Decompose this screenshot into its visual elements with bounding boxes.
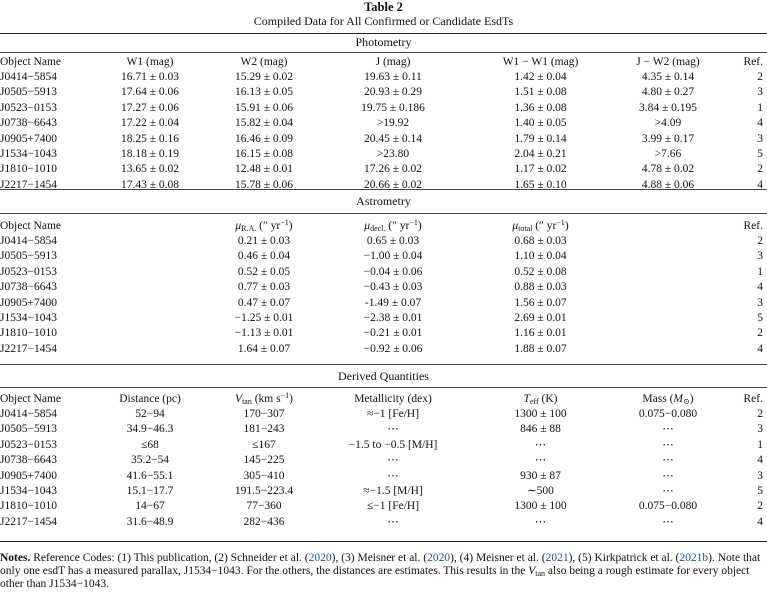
- col-object-name: Object Name: [0, 56, 61, 68]
- table-row: [0, 249, 767, 264]
- value-cell: [95, 234, 205, 249]
- value-cell: 77−360: [246, 500, 282, 513]
- value-cell: ⋯: [534, 454, 547, 467]
- table-row: [0, 422, 767, 437]
- value-cell: 3.84 ± 0.195: [638, 101, 698, 114]
- col-ref: Ref.: [743, 56, 763, 68]
- value-cell: −1.25 ± 0.01: [234, 312, 294, 325]
- table-row: [0, 499, 767, 514]
- table-row: [0, 453, 767, 468]
- ref-cell: 3: [757, 469, 763, 482]
- table-row: [0, 116, 767, 131]
- object-name-cell: J0523−0153: [0, 438, 57, 451]
- table-row: [0, 407, 767, 422]
- value-cell: 12.48 ± 0.01: [234, 163, 294, 176]
- value-cell: ≤−1 [Fe/H]: [366, 500, 420, 513]
- value-cell: 52−94: [135, 408, 165, 420]
- ref-cell: 2: [757, 500, 763, 513]
- value-cell: 2.69 ± 0.01: [514, 312, 567, 325]
- value-cell: 18.18 ± 0.19: [120, 148, 180, 161]
- ref-cell: 3: [757, 296, 763, 309]
- value-cell: ⋯: [387, 423, 399, 436]
- value-cell: 2.04 ± 0.21: [514, 148, 567, 161]
- value-cell: [618, 265, 718, 280]
- value-cell: 1.42 ± 0.04: [514, 71, 567, 83]
- ref-cell: 3: [757, 86, 763, 99]
- value-cell: 170−307: [243, 408, 285, 420]
- value-cell: [618, 326, 718, 341]
- value-cell: 17.26 ± 0.02: [363, 163, 423, 176]
- value-cell: [95, 326, 205, 341]
- value-cell: ≈−1.5 [M/H]: [363, 485, 423, 498]
- ref-cell: 5: [757, 148, 763, 161]
- value-cell: 282−436: [243, 515, 285, 528]
- value-cell: ⋯: [534, 515, 547, 528]
- value-cell: 18.25 ± 0.16: [120, 132, 180, 145]
- table-row: [0, 296, 767, 311]
- value-cell: 19.63 ± 0.11: [364, 71, 422, 83]
- object-name-cell: J1534−1043: [0, 485, 57, 498]
- value-cell: 15.78 ± 0.06: [234, 178, 294, 191]
- value-cell: 20.93 ± 0.29: [363, 86, 423, 99]
- object-name-cell: J0505−5913: [0, 250, 57, 263]
- value-cell: 34.9−46.3: [126, 423, 174, 436]
- object-name-cell: J0738−6643: [0, 454, 57, 467]
- object-name-cell: J0905+7400: [0, 296, 57, 309]
- table-row: [0, 326, 767, 341]
- value-cell: -1.49 ± 0.07: [364, 296, 422, 309]
- value-cell: ⋯: [662, 454, 674, 467]
- col-ref: Ref.: [743, 393, 763, 405]
- col-w1-w1: W1 − W1 (mag): [502, 56, 579, 68]
- ref-cell: 4: [757, 342, 763, 355]
- value-cell: ⋯: [662, 515, 674, 528]
- ref-cell: 5: [757, 485, 763, 498]
- ref-cell: 4: [757, 117, 763, 130]
- derived-table: [0, 392, 767, 530]
- col-pm-decl: $\mu_{decl.}$ (″ $yr^{-1}$): [364, 218, 422, 233]
- bottom-rule: [0, 541, 767, 542]
- value-cell: 16.13 ± 0.05: [234, 86, 294, 99]
- value-cell: [618, 296, 718, 311]
- table-number: Table 2: [364, 0, 403, 14]
- value-cell: 1300 ± 100: [514, 500, 567, 513]
- col-pm-total: $\mu_{total}$ (″ $yr^{-1}$): [512, 218, 569, 233]
- object-name-cell: J0738−6643: [0, 117, 57, 130]
- col-object-name: Object Name: [0, 393, 61, 405]
- value-cell: [95, 311, 205, 326]
- value-cell: 0.21 ± 0.03: [237, 235, 291, 247]
- astrometry-header-row: [0, 219, 767, 234]
- section-photometry: Photometry: [355, 35, 412, 49]
- object-name-cell: J0414−5854: [0, 71, 57, 83]
- object-name-cell: J0738−6643: [0, 281, 57, 294]
- value-cell: 17.27 ± 0.06: [120, 101, 180, 114]
- value-cell: 13.65 ± 0.02: [120, 163, 180, 176]
- object-name-cell: J0905+7400: [0, 469, 57, 482]
- table-row: [0, 484, 767, 499]
- derived-header-row: [0, 392, 767, 407]
- object-name-cell: J1810−1010: [0, 500, 57, 513]
- table-row: [0, 438, 767, 453]
- table-row: [0, 147, 767, 162]
- value-cell: 305−410: [243, 469, 285, 482]
- table-notes: Notes. Reference Codes: (1) This publication, (2) Schneider et al. (2020), (3) Meisner et al. (2020), (4) Meisner et al. (2021), (5) Kirkpatrick et al. (2021b). Note that only one esdT has a measured parallax, J1534−1043. For the others, the distances are estimates. This results in the $V_{tan}$ also being a rough estimate for every object other than J1534−1043.: [0, 552, 761, 591]
- value-cell: ⋯: [662, 438, 674, 451]
- value-cell: 0.075−0.080: [638, 408, 698, 420]
- object-name-cell: J0905+7400: [0, 132, 57, 145]
- value-cell: ≈−1 [Fe/H]: [366, 408, 420, 420]
- ref-cell: 5: [757, 312, 763, 325]
- value-cell: ∼500: [527, 485, 554, 498]
- value-cell: ≤68: [141, 438, 159, 451]
- value-cell: 0.88 ± 0.03: [514, 281, 567, 294]
- value-cell: −1.5 to −0.5 [M/H]: [348, 438, 438, 451]
- value-cell: −0.21 ± 0.01: [363, 327, 423, 340]
- value-cell: 1.51 ± 0.08: [514, 86, 567, 99]
- ref-link-schneider-2020[interactable]: 2020: [308, 552, 332, 564]
- table-row: [0, 280, 767, 295]
- value-cell: ≤167: [252, 438, 276, 451]
- value-cell: 20.66 ± 0.02: [363, 178, 423, 191]
- object-name-cell: J0523−0153: [0, 265, 57, 278]
- value-cell: 1.17 ± 0.02: [514, 163, 567, 176]
- object-name-cell: J2217−1454: [0, 515, 57, 528]
- value-cell: 1.56 ± 0.07: [514, 296, 567, 309]
- object-name-cell: J0523−0153: [0, 101, 57, 114]
- ref-cell: 3: [757, 423, 763, 436]
- ref-cell: 2: [757, 71, 763, 83]
- ref-cell: 2: [757, 408, 763, 420]
- value-cell: 0.075−0.080: [638, 500, 698, 513]
- ref-cell: 1: [757, 438, 763, 451]
- value-cell: 0.77 ± 0.03: [237, 281, 291, 294]
- value-cell: [95, 265, 205, 280]
- value-cell: [618, 249, 718, 264]
- value-cell: 15.1−17.7: [126, 485, 174, 498]
- col-j-w2: J − W2 (mag): [636, 56, 700, 68]
- value-cell: 19.75 ± 0.186: [361, 101, 425, 114]
- value-cell: ⋯: [662, 469, 674, 482]
- col-w2: W2 (mag): [240, 56, 288, 68]
- col-teff: $T_{eff}$ (K): [523, 393, 558, 406]
- photometry-header-row: [0, 55, 767, 70]
- derived-rule: [0, 387, 767, 388]
- value-cell: 16.46 ± 0.09: [234, 132, 294, 145]
- ref-link-kirkpatrick-2021b[interactable]: 2021b: [679, 552, 709, 564]
- value-cell: 14−67: [135, 500, 165, 513]
- object-name-cell: J0505−5913: [0, 86, 57, 99]
- table-row: [0, 342, 767, 357]
- ref-cell: 2: [757, 235, 763, 247]
- col-metallicity: Metallicity (dex): [354, 393, 432, 405]
- table-row: [0, 101, 767, 116]
- value-cell: −0.04 ± 0.06: [363, 265, 423, 278]
- value-cell: 181−243: [243, 423, 285, 436]
- value-cell: 17.22 ± 0.04: [120, 117, 180, 130]
- value-cell: 4.78 ± 0.02: [641, 163, 695, 176]
- value-cell: 0.52 ± 0.05: [237, 265, 291, 278]
- object-name-cell: J2217−1454: [0, 178, 57, 191]
- table-row: [0, 515, 767, 530]
- astrometry-top-rule: [0, 189, 767, 190]
- ref-cell: 4: [757, 178, 763, 191]
- value-cell: 35.2−54: [130, 454, 170, 467]
- photometry-rule: [0, 52, 767, 53]
- col-ref: Ref.: [743, 220, 763, 232]
- table-row: [0, 469, 767, 484]
- table-row: [0, 265, 767, 280]
- object-name-cell: J0414−5854: [0, 408, 57, 420]
- ref-cell: 4: [757, 281, 763, 294]
- col-pm-ra: $\mu_{R.A.}$ (″ $yr^{-1}$): [235, 218, 293, 233]
- value-cell: 0.52 ± 0.08: [514, 265, 567, 278]
- value-cell: ⋯: [662, 485, 674, 498]
- ref-cell: 2: [757, 163, 763, 176]
- value-cell: 15.82 ± 0.04: [234, 117, 294, 130]
- value-cell: 1.16 ± 0.01: [514, 327, 567, 340]
- ref-cell: 3: [757, 250, 763, 263]
- value-cell: 16.71 ± 0.03: [120, 71, 180, 83]
- ref-link-meisner-2021[interactable]: 2021: [545, 552, 569, 564]
- value-cell: 191.5−223.4: [234, 485, 294, 498]
- value-cell: 846 ± 88: [520, 423, 561, 436]
- value-cell: 0.47 ± 0.07: [237, 296, 291, 309]
- value-cell: 4.88 ± 0.06: [641, 178, 695, 191]
- ref-cell: 1: [757, 101, 763, 114]
- table-row: [0, 311, 767, 326]
- ref-link-meisner-2020[interactable]: 2020: [427, 552, 451, 564]
- value-cell: 31.6−48.9: [126, 515, 174, 528]
- value-cell: 17.43 ± 0.08: [120, 178, 180, 191]
- value-cell: [95, 342, 205, 357]
- object-name-cell: J1810−1010: [0, 327, 57, 340]
- col-j: J (mag): [375, 56, 411, 68]
- value-cell: 930 ± 87: [520, 469, 561, 482]
- value-cell: [95, 296, 205, 311]
- value-cell: ⋯: [387, 469, 399, 482]
- ref-cell: 2: [757, 327, 763, 340]
- value-cell: 15.29 ± 0.02: [234, 71, 294, 83]
- value-cell: 16.15 ± 0.08: [234, 148, 294, 161]
- table-row: [0, 132, 767, 147]
- value-cell: −1.00 ± 0.04: [363, 250, 423, 263]
- value-cell: ⋯: [387, 515, 399, 528]
- value-cell: >19.92: [376, 117, 410, 130]
- col-w1: W1 (mag): [126, 56, 174, 68]
- value-cell: ⋯: [387, 454, 399, 467]
- notes-label: Notes.: [0, 552, 31, 564]
- value-cell: [95, 249, 205, 264]
- value-cell: ⋯: [662, 423, 674, 436]
- table-caption: [0, 0, 767, 28]
- value-cell: 0.68 ± 0.03: [514, 235, 567, 247]
- value-cell: −0.43 ± 0.03: [363, 281, 423, 294]
- value-cell: 1.88 ± 0.07: [514, 342, 567, 355]
- value-cell: 1.64 ± 0.07: [237, 342, 291, 355]
- value-cell: −1.13 ± 0.01: [234, 327, 294, 340]
- col-vtan: $V_{tan}$ (km $s^{-1}$): [235, 391, 293, 406]
- value-cell: 3.99 ± 0.17: [641, 132, 695, 145]
- value-cell: [95, 280, 205, 295]
- derived-top-rule: [0, 364, 767, 365]
- section-astrometry: Astrometry: [356, 194, 411, 208]
- value-cell: >23.80: [376, 148, 410, 161]
- object-name-cell: J1534−1043: [0, 312, 57, 325]
- table-row: [0, 178, 767, 193]
- photometry-table: [0, 55, 767, 193]
- astrometry-table: [0, 219, 767, 357]
- astrometry-rule: [0, 213, 767, 214]
- object-name-cell: J0414−5854: [0, 235, 57, 247]
- value-cell: 4.35 ± 0.14: [641, 71, 695, 83]
- value-cell: 4.80 ± 0.27: [641, 86, 695, 99]
- value-cell: 15.91 ± 0.06: [234, 101, 294, 114]
- value-cell: 0.65 ± 0.03: [366, 235, 420, 247]
- value-cell: 17.64 ± 0.06: [120, 86, 180, 99]
- col-mass: Mass $(M_⊙)$: [642, 393, 694, 406]
- value-cell: −2.38 ± 0.01: [363, 312, 423, 325]
- object-name-cell: J1534−1043: [0, 148, 57, 161]
- object-name-cell: J2217−1454: [0, 342, 57, 355]
- col-object-name: Object Name: [0, 220, 61, 232]
- table-row: [0, 162, 767, 177]
- value-cell: >7.66: [654, 148, 682, 161]
- value-cell: >4.09: [654, 117, 682, 130]
- table-row: [0, 70, 767, 85]
- ref-cell: 1: [757, 265, 763, 278]
- ref-cell: 4: [757, 454, 763, 467]
- value-cell: 1.65 ± 0.10: [514, 178, 567, 191]
- value-cell: −0.92 ± 0.06: [363, 342, 423, 355]
- table-row: [0, 234, 767, 249]
- value-cell: 145−225: [243, 454, 285, 467]
- value-cell: 20.45 ± 0.14: [363, 132, 423, 145]
- table-row: [0, 85, 767, 100]
- value-cell: [618, 280, 718, 295]
- section-derived: Derived Quantities: [338, 369, 429, 383]
- ref-cell: 3: [757, 132, 763, 145]
- object-name-cell: J0505−5913: [0, 423, 57, 436]
- value-cell: 1.10 ± 0.04: [514, 250, 567, 263]
- top-rule: [0, 33, 767, 34]
- object-name-cell: J1810−1010: [0, 163, 57, 176]
- value-cell: 1.79 ± 0.14: [514, 132, 567, 145]
- value-cell: 1.40 ± 0.05: [514, 117, 567, 130]
- value-cell: [618, 311, 718, 326]
- ref-cell: 4: [757, 515, 763, 528]
- value-cell: [618, 234, 718, 249]
- value-cell: ⋯: [534, 438, 547, 451]
- value-cell: 0.46 ± 0.04: [237, 250, 291, 263]
- value-cell: 1.36 ± 0.08: [514, 101, 567, 114]
- value-cell: [618, 342, 718, 357]
- value-cell: 1300 ± 100: [514, 408, 567, 420]
- value-cell: 41.6−55.1: [126, 469, 174, 482]
- col-distance: Distance (pc): [119, 393, 181, 405]
- table-title: Compiled Data for All Confirmed or Candidate EsdTs: [253, 14, 514, 28]
